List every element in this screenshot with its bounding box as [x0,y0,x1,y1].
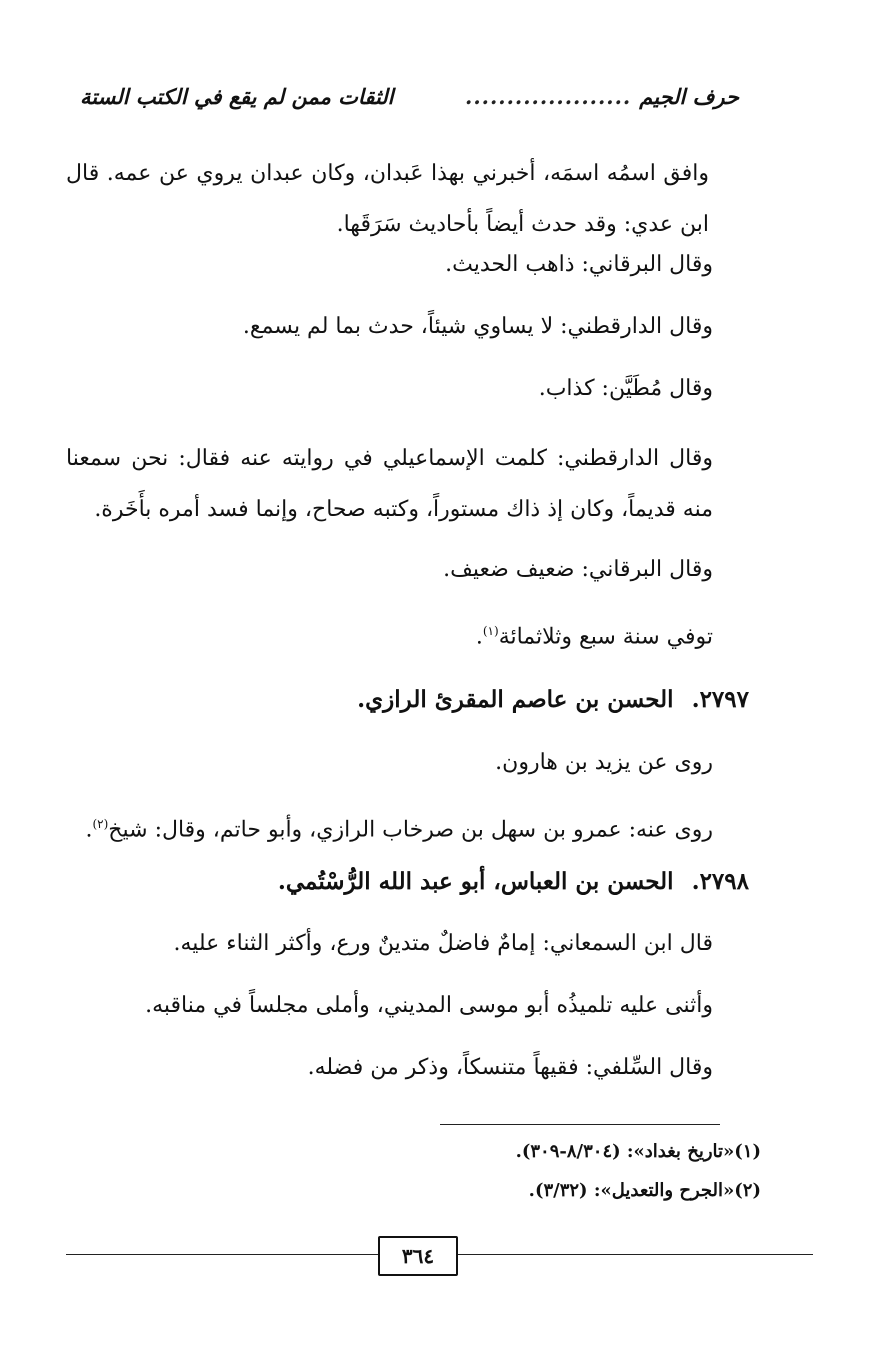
footnote: (١)«تاريخ بغداد»: (٨/٣٠٤-٣٠٩). [515,1141,761,1162]
footnote-separator [440,1124,720,1125]
entry-name: الحسن بن العباس، أبو عبد الله الرُّسْتُمي. [277,867,674,895]
entry-number: ٢٧٩٨. [691,867,749,895]
paragraph-text: روى عنه: عمرو بن سهل بن صرخاب الرازي، وأبو حاتم، وقال: شيخ [108,817,713,843]
header-chapter-title: حرف الجيم [639,84,739,109]
running-header [80,84,739,109]
paragraph-end: . [475,624,483,650]
paragraph: وقال السِّلفي: فقيهاً متنسكاً، وذكر من فضله. [307,1054,713,1080]
paragraph: وافق اسمُه اسمَه، أخبرني بهذا عَبدان، وكان عبدان يروي عن عمه. قال ابن عدي: وقد حدث أيضاً بأحاديث سَرَقَها. [66,161,709,237]
paragraph: روى عن يزيد بن هارون. [495,750,713,776]
paragraph: وقال مُطَيَّن: كذاب. [538,376,713,401]
paragraph: وأثنى عليه تلميذُه أبو موسى المديني، وأملى مجلساً في مناقبه. [145,992,713,1018]
footnote-ref[interactable]: (١) [482,624,499,638]
paragraph-end: . [85,817,93,843]
paragraph: وقال الدارقطني: كلمت الإسماعيلي في روايته عنه فقال: نحن سمعنا منه قديماً، وكان إذ ذاك مستوراً، وكتبه صحاح، وإنما فسد أمره بأَخَرة. [66,446,713,522]
entry-name: الحسن بن عاصم المقرئ الرازي. [357,686,674,714]
entry-number: ٢٧٩٧. [691,686,749,714]
paragraph [66,810,749,844]
header-dot-leader: .................... [465,84,632,109]
paragraph: وقال البرقاني: ذاهب الحديث. [445,252,713,277]
footnote: (٢)«الجرح والتعديل»: (٣/٣٢). [528,1180,761,1201]
entry-heading [66,685,749,714]
page-body [66,148,749,1082]
paragraph: قال ابن السمعاني: إمامٌ فاضلٌ متدينٌ ورع، وأكثر الثناء عليه. [173,930,713,956]
paragraph: وقال الدارقطني: لا يساوي شيئاً، حدث بما لم يسمع. [242,314,713,339]
footnote-ref[interactable]: (٢) [92,817,109,832]
footnotes [161,1140,761,1218]
header-book-title: الثقات ممن لم يقع في الكتب الستة [80,84,394,109]
page-number: ٣٦٤ [378,1236,458,1276]
paragraph-text: توفي سنة سبع وثلاثمائة [498,624,713,650]
paragraph-text: وقال البرقاني: ضعيف ضعيف. [443,557,713,582]
paragraph [66,555,749,584]
paragraph [66,617,749,651]
entry-heading [66,867,749,896]
